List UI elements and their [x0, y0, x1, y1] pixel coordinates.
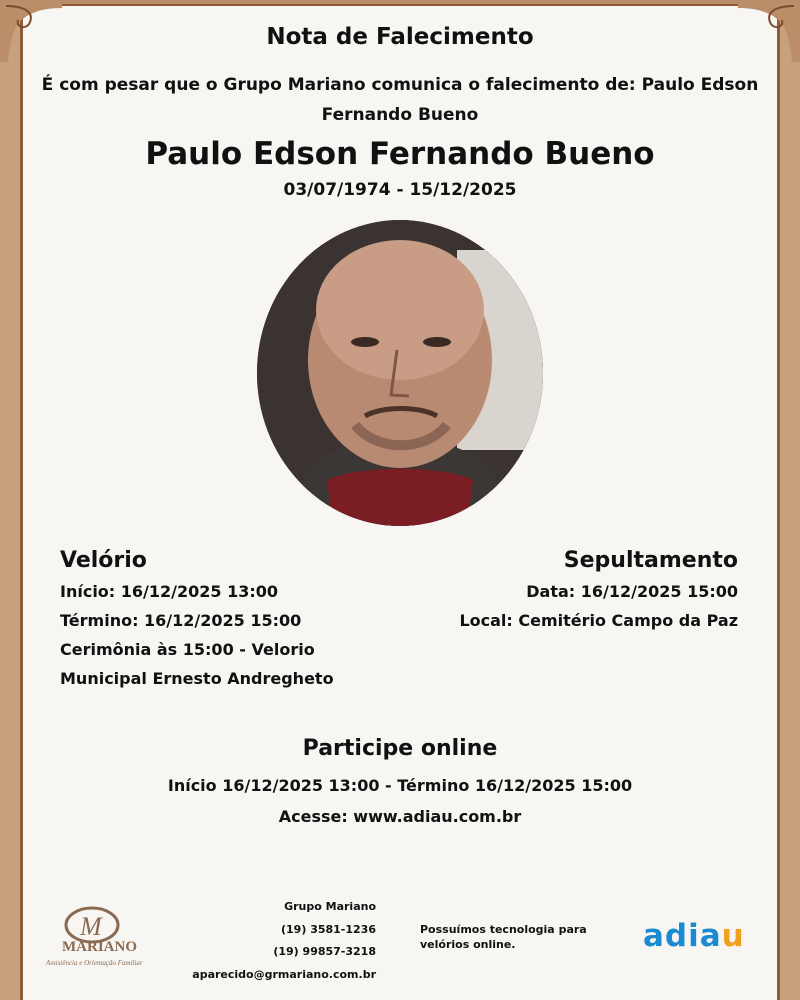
online-heading: Participe online: [302, 736, 498, 761]
notice-title: Nota de Falecimento: [266, 24, 534, 50]
phone-1[interactable]: (19) 3581-1236: [281, 922, 376, 936]
velorio-inicio: Início: 16/12/2025 13:00: [60, 582, 279, 601]
online-times: Início 16/12/2025 13:00 - Término 16/12/2025 15:00: [167, 776, 633, 795]
company-name: Grupo Mariano: [284, 900, 376, 913]
contact-email[interactable]: aparecido@grmariano.com.br: [192, 967, 376, 981]
adiau-logo-main: adia: [643, 918, 722, 954]
contact-block: [192, 896, 376, 986]
tech-text: Possuímos tecnologia para velórios online.: [420, 923, 587, 951]
velorio-cerimonia-line1: Cerimônia às 15:00 - Velorio: [60, 640, 315, 659]
deceased-name: Paulo Edson Fernando Bueno: [145, 136, 655, 172]
svg-text:M: M: [80, 912, 102, 941]
online-link[interactable]: Acesse: www.adiau.com.br: [278, 807, 522, 826]
mariano-logo: [44, 905, 156, 969]
sepultamento-local: Local: Cemitério Campo da Paz: [459, 611, 738, 630]
sepultamento-heading: Sepultamento: [563, 548, 738, 573]
velorio-cerimonia-line2: Municipal Ernesto Andregheto: [60, 669, 334, 688]
notice-intro: É com pesar que o Grupo Mariano comunica o falecimento de: Paulo Edson Fernando Bueno: [41, 75, 759, 125]
logo-wordmark: MARIANO: [62, 939, 137, 955]
adiau-logo-accent: u: [721, 918, 745, 954]
velorio-heading: Velório: [60, 548, 147, 573]
adiau-logo[interactable]: [643, 918, 745, 954]
velorio-termino: Término: 16/12/2025 15:00: [60, 611, 302, 630]
sepultamento-data: Data: 16/12/2025 15:00: [526, 582, 738, 601]
deceased-photo: [257, 220, 543, 526]
velorio-section: [60, 548, 420, 693]
life-dates: 03/07/1974 - 15/12/2025: [283, 180, 517, 200]
sepultamento-section: [378, 548, 738, 635]
phone-2[interactable]: (19) 99857-3218: [273, 945, 376, 958]
logo-tagline: Assistência e Orientação Familiar: [46, 959, 143, 967]
